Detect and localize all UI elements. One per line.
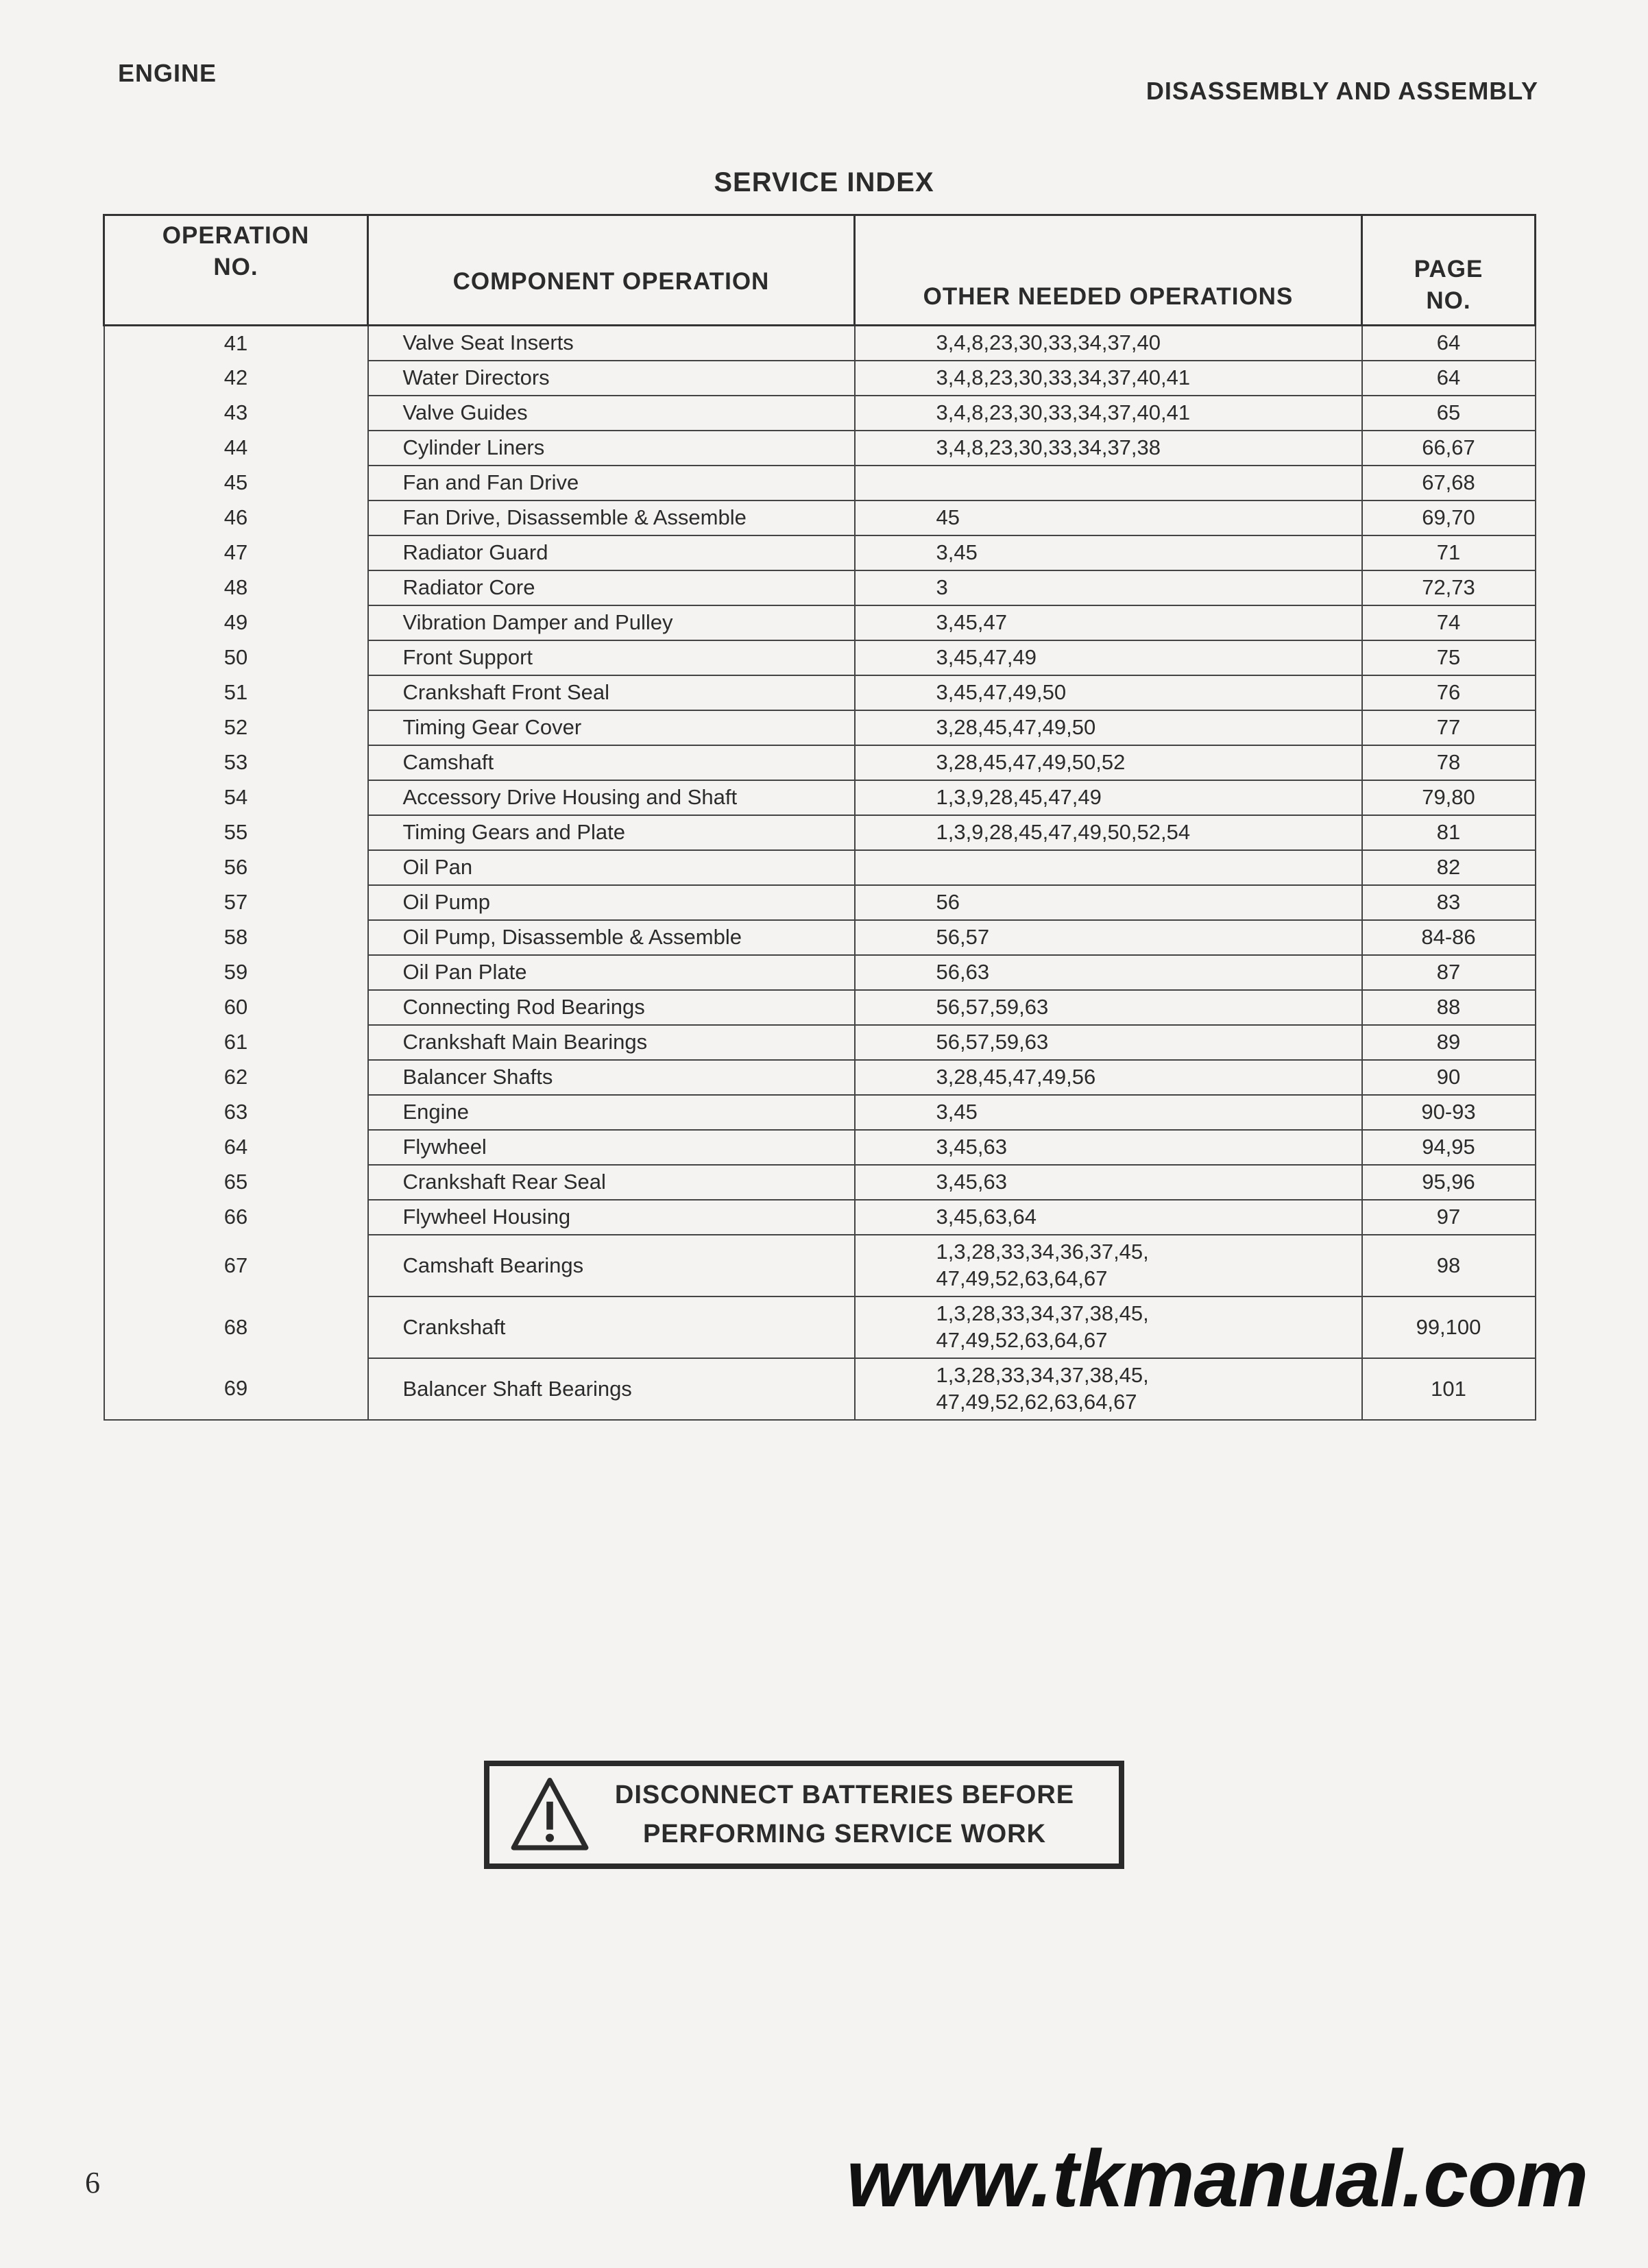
operation-no-cell: 41 <box>104 326 368 361</box>
page-no-cell: 87 <box>1362 955 1536 990</box>
header-operation-no-label: OPERATION NO. <box>162 222 310 280</box>
other-needed-operations-cell: 45 <box>855 500 1362 535</box>
table-row <box>104 745 1536 780</box>
table-row <box>104 535 1536 570</box>
other-needed-operations-cell: 3,45 <box>855 1095 1362 1130</box>
other-needed-operations-cell <box>855 850 1362 885</box>
table-body <box>104 326 1536 1421</box>
other-needed-operations-cell: 1,3,9,28,45,47,49,50,52,54 <box>855 815 1362 850</box>
other-needed-operations-cell: 3,28,45,47,49,50,52 <box>855 745 1362 780</box>
table-row <box>104 640 1536 675</box>
component-operation-cell: Camshaft Bearings <box>368 1235 855 1296</box>
table-header-row <box>104 215 1536 326</box>
operation-no-cell: 50 <box>104 640 368 675</box>
table-row <box>104 990 1536 1025</box>
warning-line-1: DISCONNECT BATTERIES BEFORE <box>614 1781 1075 1809</box>
page-no-cell: 99,100 <box>1362 1296 1536 1358</box>
table-row <box>104 780 1536 815</box>
component-operation-cell: Valve Seat Inserts <box>368 326 855 361</box>
page-no-cell: 77 <box>1362 710 1536 745</box>
table-row <box>104 1358 1536 1420</box>
operation-no-cell: 66 <box>104 1200 368 1235</box>
component-operation-cell: Camshaft <box>368 745 855 780</box>
operation-no-cell: 64 <box>104 1130 368 1165</box>
other-needed-operations-cell: 56,57,59,63 <box>855 990 1362 1025</box>
table-row <box>104 1296 1536 1358</box>
other-needed-operations-cell: 3,45,47 <box>855 605 1362 640</box>
page-no-cell: 67,68 <box>1362 466 1536 500</box>
other-needed-operations-cell: 3,4,8,23,30,33,34,37,40,41 <box>855 361 1362 396</box>
operation-no-cell: 61 <box>104 1025 368 1060</box>
page-no-cell: 88 <box>1362 990 1536 1025</box>
component-operation-cell: Radiator Guard <box>368 535 855 570</box>
page-no-cell: 79,80 <box>1362 780 1536 815</box>
page-no-cell: 69,70 <box>1362 500 1536 535</box>
page-title: SERVICE INDEX <box>714 167 934 197</box>
component-operation-cell: Oil Pan Plate <box>368 955 855 990</box>
table-row <box>104 815 1536 850</box>
operation-no-cell: 52 <box>104 710 368 745</box>
table-row <box>104 570 1536 605</box>
operation-no-cell: 62 <box>104 1060 368 1095</box>
operation-no-cell: 55 <box>104 815 368 850</box>
other-needed-operations-cell: 3,4,8,23,30,33,34,37,40 <box>855 326 1362 361</box>
component-operation-cell: Connecting Rod Bearings <box>368 990 855 1025</box>
other-needed-operations-cell: 1,3,28,33,34,36,37,45, 47,49,52,63,64,67 <box>855 1235 1362 1296</box>
operation-no-cell: 68 <box>104 1296 368 1358</box>
operation-no-cell: 48 <box>104 570 368 605</box>
table-row <box>104 431 1536 466</box>
page-no-cell: 83 <box>1362 885 1536 920</box>
operation-no-cell: 69 <box>104 1358 368 1420</box>
operation-no-cell: 59 <box>104 955 368 990</box>
other-needed-operations-cell <box>855 466 1362 500</box>
operation-no-cell: 47 <box>104 535 368 570</box>
other-needed-operations-cell: 56,63 <box>855 955 1362 990</box>
page-no-cell: 95,96 <box>1362 1165 1536 1200</box>
other-needed-operations-cell: 1,3,9,28,45,47,49 <box>855 780 1362 815</box>
component-operation-cell: Crankshaft Main Bearings <box>368 1025 855 1060</box>
component-operation-cell: Crankshaft Rear Seal <box>368 1165 855 1200</box>
component-operation-cell: Flywheel <box>368 1130 855 1165</box>
table-row <box>104 710 1536 745</box>
table-row <box>104 885 1536 920</box>
other-needed-operations-cell: 1,3,28,33,34,37,38,45, 47,49,52,62,63,64,67 <box>855 1358 1362 1420</box>
header-section-left: ENGINE <box>118 59 217 87</box>
component-operation-cell: Oil Pump <box>368 885 855 920</box>
component-operation-cell: Balancer Shafts <box>368 1060 855 1095</box>
component-operation-cell: Fan and Fan Drive <box>368 466 855 500</box>
page-number: 6 <box>85 2166 100 2199</box>
operation-no-cell: 43 <box>104 396 368 431</box>
page-no-cell: 74 <box>1362 605 1536 640</box>
table-row <box>104 361 1536 396</box>
header-operation-no <box>104 215 368 326</box>
component-operation-cell: Crankshaft <box>368 1296 855 1358</box>
table-row <box>104 1025 1536 1060</box>
page-no-cell: 72,73 <box>1362 570 1536 605</box>
page-no-cell: 94,95 <box>1362 1130 1536 1165</box>
other-needed-operations-cell: 3,45,63 <box>855 1130 1362 1165</box>
component-operation-cell: Oil Pan <box>368 850 855 885</box>
header-other-needed-operations: OTHER NEEDED OPERATIONS <box>855 215 1362 326</box>
page-no-cell: 71 <box>1362 535 1536 570</box>
component-operation-cell: Crankshaft Front Seal <box>368 675 855 710</box>
other-needed-operations-cell: 3,28,45,47,49,56 <box>855 1060 1362 1095</box>
table-row <box>104 1060 1536 1095</box>
component-operation-cell: Engine <box>368 1095 855 1130</box>
operation-no-cell: 60 <box>104 990 368 1025</box>
operation-no-cell: 42 <box>104 361 368 396</box>
table-row <box>104 326 1536 361</box>
other-needed-operations-cell: 1,3,28,33,34,37,38,45, 47,49,52,63,64,67 <box>855 1296 1362 1358</box>
operation-no-cell: 53 <box>104 745 368 780</box>
table-row <box>104 1095 1536 1130</box>
page-no-cell: 75 <box>1362 640 1536 675</box>
other-needed-operations-cell: 56,57,59,63 <box>855 1025 1362 1060</box>
page-no-cell: 66,67 <box>1362 431 1536 466</box>
component-operation-cell: Fan Drive, Disassemble & Assemble <box>368 500 855 535</box>
other-needed-operations-cell: 3,45,47,49,50 <box>855 675 1362 710</box>
other-needed-operations-cell: 56 <box>855 885 1362 920</box>
operation-no-cell: 65 <box>104 1165 368 1200</box>
other-needed-operations-cell: 3,45,47,49 <box>855 640 1362 675</box>
operation-no-cell: 57 <box>104 885 368 920</box>
page-no-cell: 82 <box>1362 850 1536 885</box>
component-operation-cell: Oil Pump, Disassemble & Assemble <box>368 920 855 955</box>
page-no-cell: 76 <box>1362 675 1536 710</box>
header-page-no <box>1362 215 1536 326</box>
other-needed-operations-cell: 3,45,63 <box>855 1165 1362 1200</box>
page-no-cell: 89 <box>1362 1025 1536 1060</box>
component-operation-cell: Front Support <box>368 640 855 675</box>
component-operation-cell: Flywheel Housing <box>368 1200 855 1235</box>
page-no-cell: 90 <box>1362 1060 1536 1095</box>
table-row <box>104 396 1536 431</box>
operation-no-cell: 67 <box>104 1235 368 1296</box>
operation-no-cell: 45 <box>104 466 368 500</box>
component-operation-cell: Vibration Damper and Pulley <box>368 605 855 640</box>
other-needed-operations-cell: 3,28,45,47,49,50 <box>855 710 1362 745</box>
component-operation-cell: Timing Gear Cover <box>368 710 855 745</box>
page-no-cell: 81 <box>1362 815 1536 850</box>
header-page-no-label: PAGE NO. <box>1414 256 1483 314</box>
component-operation-cell: Water Directors <box>368 361 855 396</box>
component-operation-cell: Balancer Shaft Bearings <box>368 1358 855 1420</box>
table-row <box>104 500 1536 535</box>
warning-line-2: PERFORMING SERVICE WORK <box>642 1820 1047 1848</box>
other-needed-operations-cell: 3,45 <box>855 535 1362 570</box>
component-operation-cell: Radiator Core <box>368 570 855 605</box>
warning-triangle-icon <box>509 1774 591 1856</box>
page-no-cell: 65 <box>1362 396 1536 431</box>
component-operation-cell: Valve Guides <box>368 396 855 431</box>
other-needed-operations-cell: 3,4,8,23,30,33,34,37,40,41 <box>855 396 1362 431</box>
table-row <box>104 1200 1536 1235</box>
page-no-cell: 64 <box>1362 326 1536 361</box>
page-no-cell: 101 <box>1362 1358 1536 1420</box>
operation-no-cell: 58 <box>104 920 368 955</box>
warning-text <box>591 1776 1119 1854</box>
page-no-cell: 84-86 <box>1362 920 1536 955</box>
table-row <box>104 675 1536 710</box>
service-index-table <box>103 214 1536 1421</box>
page-no-cell: 64 <box>1362 361 1536 396</box>
header-section-right: DISASSEMBLY AND ASSEMBLY <box>1146 77 1538 105</box>
page-no-cell: 97 <box>1362 1200 1536 1235</box>
table-row <box>104 466 1536 500</box>
table-row <box>104 605 1536 640</box>
operation-no-cell: 54 <box>104 780 368 815</box>
page-no-cell: 78 <box>1362 745 1536 780</box>
other-needed-operations-cell: 3,4,8,23,30,33,34,37,38 <box>855 431 1362 466</box>
operation-no-cell: 56 <box>104 850 368 885</box>
operation-no-cell: 44 <box>104 431 368 466</box>
table-row <box>104 1235 1536 1296</box>
other-needed-operations-cell: 3 <box>855 570 1362 605</box>
other-needed-operations-cell: 3,45,63,64 <box>855 1200 1362 1235</box>
component-operation-cell: Accessory Drive Housing and Shaft <box>368 780 855 815</box>
operation-no-cell: 49 <box>104 605 368 640</box>
operation-no-cell: 51 <box>104 675 368 710</box>
operation-no-cell: 63 <box>104 1095 368 1130</box>
table-row <box>104 1130 1536 1165</box>
page-no-cell: 98 <box>1362 1235 1536 1296</box>
warning-box <box>484 1761 1124 1869</box>
component-operation-cell: Timing Gears and Plate <box>368 815 855 850</box>
operation-no-cell: 46 <box>104 500 368 535</box>
page-no-cell: 90-93 <box>1362 1095 1536 1130</box>
header-component-operation: COMPONENT OPERATION <box>368 215 855 326</box>
table-row <box>104 955 1536 990</box>
table-row <box>104 1165 1536 1200</box>
table-row <box>104 850 1536 885</box>
other-needed-operations-cell: 56,57 <box>855 920 1362 955</box>
component-operation-cell: Cylinder Liners <box>368 431 855 466</box>
table-row <box>104 920 1536 955</box>
website-watermark: www.tkmanual.com <box>846 2134 1588 2224</box>
